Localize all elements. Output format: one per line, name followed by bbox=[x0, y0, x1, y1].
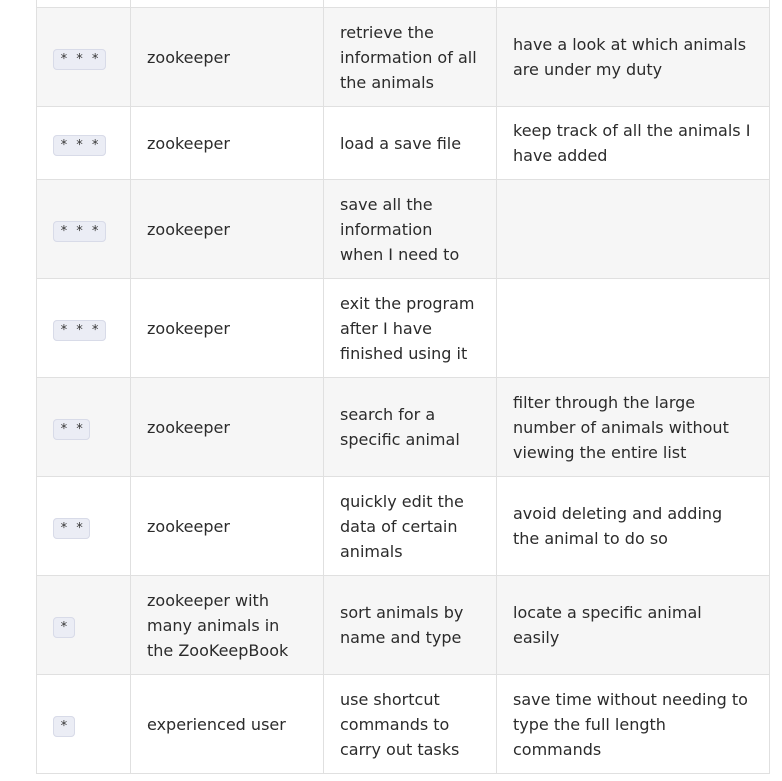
as-a-cell: experienced user bbox=[131, 675, 324, 774]
i-want-to-cell: use shortcut commands to carry out tasks bbox=[324, 675, 497, 774]
as-a-cell: zookeeper bbox=[131, 180, 324, 279]
table-row bbox=[37, 675, 770, 774]
i-want-to-cell: retrieve the information of all the animals bbox=[324, 8, 497, 107]
priority-cell bbox=[37, 378, 131, 477]
as-a-cell: zookeeper bbox=[131, 8, 324, 107]
i-want-to-cell: load a save file bbox=[324, 107, 497, 180]
so-that-cell: locate a specific animal easily bbox=[497, 576, 770, 675]
priority-code: * * * bbox=[53, 49, 106, 70]
priority-cell bbox=[37, 675, 131, 774]
priority-cell bbox=[37, 107, 131, 180]
priority-cell bbox=[37, 180, 131, 279]
i-want-to-cell: exit the program after I have finished using it bbox=[324, 279, 497, 378]
table-row bbox=[37, 477, 770, 576]
table-row bbox=[37, 576, 770, 675]
table-cell bbox=[37, 0, 131, 8]
so-that-cell bbox=[497, 279, 770, 378]
priority-cell bbox=[37, 576, 131, 675]
so-that-cell bbox=[497, 180, 770, 279]
so-that-cell: keep track of all the animals I have added bbox=[497, 107, 770, 180]
as-a-cell: zookeeper bbox=[131, 477, 324, 576]
so-that-cell: filter through the large number of animals without viewing the entire list bbox=[497, 378, 770, 477]
priority-cell bbox=[37, 477, 131, 576]
as-a-cell: zookeeper bbox=[131, 107, 324, 180]
priority-code: * * bbox=[53, 419, 90, 440]
table-row bbox=[37, 378, 770, 477]
table-row bbox=[37, 8, 770, 107]
priority-code: * * * bbox=[53, 320, 106, 341]
user-stories-table bbox=[36, 0, 770, 774]
i-want-to-cell: sort animals by name and type bbox=[324, 576, 497, 675]
table-cell bbox=[324, 0, 497, 8]
as-a-cell: zookeeper with many animals in the ZooKeepBook bbox=[131, 576, 324, 675]
so-that-cell: have a look at which animals are under my duty bbox=[497, 8, 770, 107]
i-want-to-cell: save all the information when I need to bbox=[324, 180, 497, 279]
priority-cell bbox=[37, 8, 131, 107]
table-row bbox=[37, 107, 770, 180]
table-cell bbox=[131, 0, 324, 8]
priority-code: * * * bbox=[53, 221, 106, 242]
table-cell bbox=[497, 0, 770, 8]
as-a-cell: zookeeper bbox=[131, 279, 324, 378]
table-row-partial bbox=[37, 0, 770, 8]
i-want-to-cell: search for a specific animal bbox=[324, 378, 497, 477]
priority-cell bbox=[37, 279, 131, 378]
table-row bbox=[37, 279, 770, 378]
table-row bbox=[37, 180, 770, 279]
priority-code: * bbox=[53, 716, 75, 737]
so-that-cell: avoid deleting and adding the animal to do so bbox=[497, 477, 770, 576]
as-a-cell: zookeeper bbox=[131, 378, 324, 477]
priority-code: * bbox=[53, 617, 75, 638]
so-that-cell: save time without needing to type the full length commands bbox=[497, 675, 770, 774]
priority-code: * * * bbox=[53, 135, 106, 156]
priority-code: * * bbox=[53, 518, 90, 539]
i-want-to-cell: quickly edit the data of certain animals bbox=[324, 477, 497, 576]
